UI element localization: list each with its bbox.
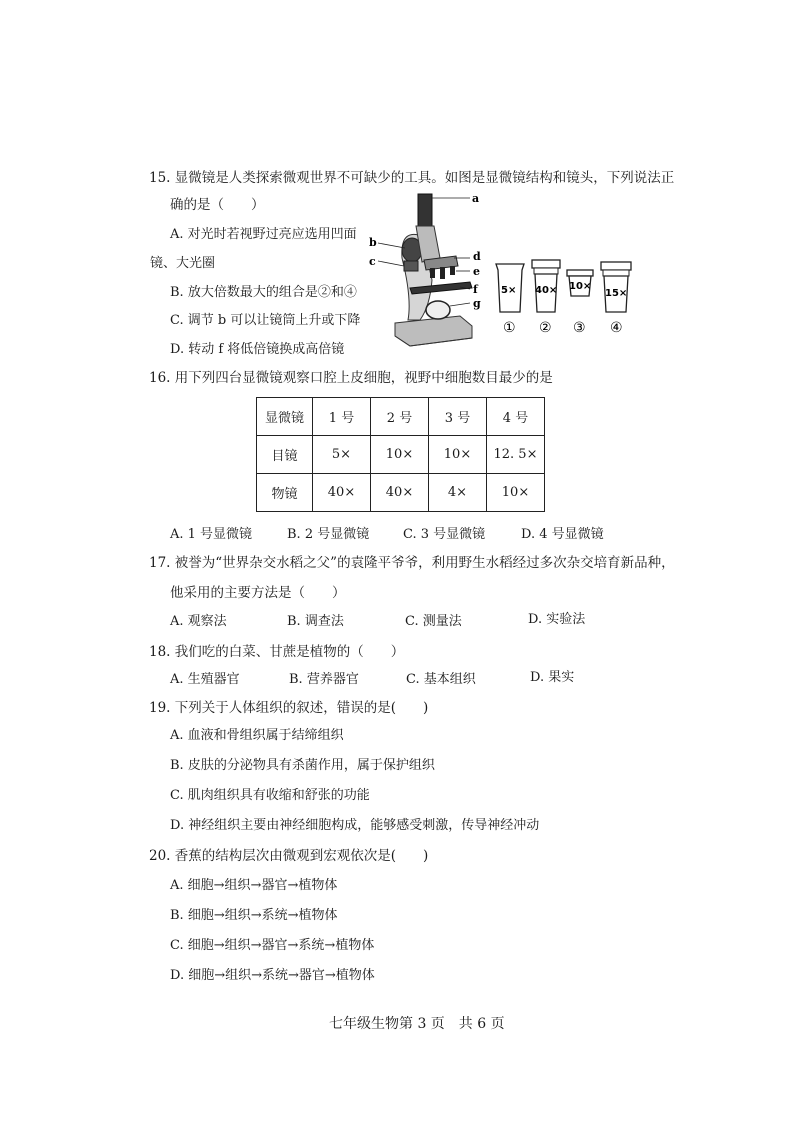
table-header-cell: 2 号 [371,398,429,436]
q20-option-b: B. 细胞→组织→系统→植物体 [170,908,338,923]
table-header-cell: 3 号 [429,398,487,436]
table-header-cell: 1 号 [313,398,371,436]
lens-1 [496,264,524,336]
part-label-g: g [473,297,481,310]
q18-option-d: D. 果实 [530,670,575,685]
q20-option-d: D. 细胞→组织→系统→器官→植物体 [170,968,375,983]
lens-4 [601,262,631,336]
q17-option-c: C. 测量法 [405,614,462,629]
q16-option-a: A. 1 号显微镜 [170,527,253,542]
q16-option-b: B. 2 号显微镜 [287,527,370,542]
q16-option-c: C. 3 号显微镜 [403,527,486,542]
lens-1-mark: 5× [501,285,517,296]
q19-option-b: B. 皮肤的分泌物具有杀菌作用，属于保护组织 [170,758,435,773]
q15-option-a: A. 对光时若视野过亮应选用凹面 [170,227,357,242]
part-label-b: b [369,236,377,249]
q16-stem: 16. 用下列四台显微镜观察口腔上皮细胞，视野中细胞数目最少的是 [149,370,553,386]
table-cell: 目镜 [257,436,313,474]
q19-option-c: C. 肌肉组织具有收缩和舒张的功能 [170,788,370,803]
table-cell: 物镜 [257,474,313,512]
table-cell: 5× [313,436,371,474]
table-cell: 10× [487,474,545,512]
page-footer: 七年级生物第 3 页 共 6 页 [329,1016,505,1032]
q19-option-a: A. 血液和骨组织属于结缔组织 [170,728,344,743]
table-cell: 12. 5× [487,436,545,474]
q15-option-d: D. 转动 f 将低倍镜换成高倍镜 [170,342,345,357]
lens-3-number: ③ [573,320,586,336]
microscope-drawing [378,194,472,346]
q18-stem: 18. 我们吃的白菜、甘蔗是植物的（ ） [149,644,405,660]
q15-option-a-cont: 镜、大光圈 [150,256,216,271]
q18-option-a: A. 生殖器官 [170,672,240,687]
part-label-e: e [473,265,480,278]
table-row [257,436,545,474]
lens-2 [532,260,560,336]
microscope-table [256,397,545,512]
q20-stem: 20. 香蕉的结构层次由微观到宏观依次是( ) [149,848,429,864]
q15-option-b: B. 放大倍数最大的组合是②和④ [170,285,357,300]
q19-option-d: D. 神经组织主要由神经细胞构成，能够感受刺激，传导神经冲动 [170,818,540,833]
lens-2-number: ② [539,320,552,336]
lens-2-mark: 40× [535,285,558,296]
lens-1-number: ① [503,320,516,336]
q15-stem-line1: 15. 显微镜是人类探索微观世界不可缺少的工具。如图是显微镜结构和镜头，下列说法正 [149,170,675,186]
microscope-figure [360,188,660,348]
table-header-cell: 显微镜 [257,398,313,436]
q17-option-b: B. 调查法 [287,614,344,629]
q15-stem-line2: 确的是（ ） [170,197,265,213]
part-label-f: f [473,283,478,296]
q17-stem-line1: 17. 被誉为“世界杂交水稻之父”的袁隆平爷爷，利用野生水稻经过多次杂交培育新品种， [149,555,675,571]
q17-option-d: D. 实验法 [528,612,586,627]
lens-3 [567,270,593,336]
table-header-row [257,398,545,436]
lens-3-mark: 10× [569,281,592,292]
lens-4-number: ④ [610,320,623,336]
lens-4-mark: 15× [605,288,628,299]
table-cell: 40× [313,474,371,512]
table-cell: 10× [429,436,487,474]
q20-option-c: C. 细胞→组织→器官→系统→植物体 [170,938,375,953]
part-label-d: d [473,250,481,263]
q19-stem: 19. 下列关于人体组织的叙述，错误的是( ) [149,700,429,716]
table-row [257,474,545,512]
table-cell: 40× [371,474,429,512]
table-cell: 4× [429,474,487,512]
q17-stem-line2: 他采用的主要方法是（ ） [170,585,346,601]
part-label-c: c [369,255,376,268]
table-cell: 10× [371,436,429,474]
part-label-a: a [472,192,480,205]
q20-option-a: A. 细胞→组织→器官→植物体 [170,878,338,893]
q17-option-a: A. 观察法 [170,614,227,629]
q15-option-c: C. 调节 b 可以让镜筒上升或下降 [170,313,361,328]
table-header-cell: 4 号 [487,398,545,436]
q18-option-c: C. 基本组织 [406,672,476,687]
q16-option-d: D. 4 号显微镜 [521,527,604,542]
q18-option-b: B. 营养器官 [289,672,359,687]
